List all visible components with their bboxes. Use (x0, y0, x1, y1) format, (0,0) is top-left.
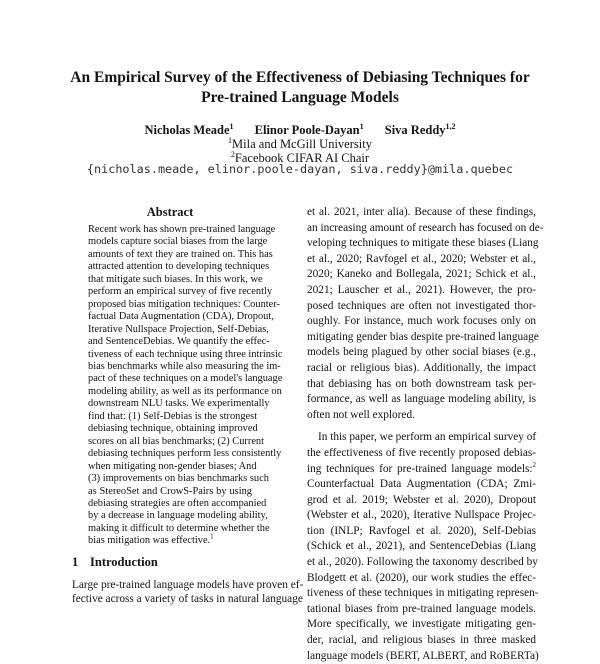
section-heading-introduction (72, 555, 292, 570)
rcol-line: (Schick et al., 2021), and SentenceDebias (Liang (307, 540, 536, 553)
rcol-line-text: ing techniques for pre-trained language models: (307, 462, 533, 475)
abstract-line: debiasing techniques perform less consistently (88, 448, 282, 460)
rcol-line: models being plagued by other social biases (e.g., (307, 346, 536, 359)
author-name: Elinor Poole-Dayan (254, 123, 360, 138)
author-name: Siva Reddy (384, 123, 446, 138)
abstract-line: attracted attention to developing techniques (88, 261, 270, 273)
rcol-line: formance, as well as language modeling ability, is (307, 393, 536, 406)
rcol-line: In this paper, we perform an empirical survey of (318, 431, 537, 444)
affiliation-text: Mila and McGill University (232, 137, 372, 152)
paragraph-gap (307, 423, 536, 430)
abstract-line: downstream NLU tasks. We experimentally (88, 398, 270, 410)
abstract-line: bias benchmarks while also measuring the im- (88, 360, 281, 372)
author-affil-mark: 1 (229, 122, 234, 131)
author-emails: {nicholas.meade, elinor.poole-dayan, siva.reddy}@mila.quebec (86, 162, 514, 176)
abstract-line: as StereoSet and CrowS-Pairs by using (88, 485, 252, 497)
affiliation-mark: 2 (230, 150, 235, 159)
rcol-line: often not well explored. (307, 408, 415, 421)
abstract-line: debiasing strategies are often accompanied (88, 497, 267, 509)
abstract-line: perform an empirical survey of five recently (88, 286, 273, 298)
rcol-line: et al., 2020; Ravfogel et al., 2020; Webster et al., (307, 252, 536, 265)
paper-title (0, 68, 600, 108)
section-title: Introduction (90, 555, 158, 569)
abstract-line: that mitigate such biases. In this work, we (88, 273, 263, 285)
abstract-line-last (88, 532, 252, 547)
rcol-line: tational biases from pre-trained language models. (307, 602, 536, 615)
intro-line: fective across a variety of tasks in natural language (72, 593, 303, 606)
author-name: Nicholas Meade (144, 123, 230, 138)
abstract-line: find that: (1) Self-Debias is the strongest (88, 410, 258, 422)
rcol-line: et al., 2020). Following the taxonomy described by (307, 556, 538, 569)
rcol-line: the effectiveness of five recently proposed debias- (307, 446, 536, 459)
abstract-line: making it difficult to determine whether the (88, 522, 270, 534)
rcol-line: mitigating gender bias despite pre-trained language (307, 330, 539, 343)
rcol-line: der, racial, and religious biases in three masked (307, 634, 536, 647)
rcol-line: language models (BERT, ALBERT, and RoBERTa) (307, 649, 539, 662)
rcol-line: that debiasing has on both downstream task per- (307, 377, 536, 390)
abstract-line: and SentenceDebias. We quantify the effec- (88, 336, 270, 348)
abstract-line: proposed bias mitigation techniques: Counter- (88, 298, 280, 310)
rcol-line: tiveness of these techniques in mitigating represen- (307, 587, 539, 600)
abstract-line-text: bias mitigation was effective. (88, 535, 211, 547)
abstract-line: factual Data Augmentation (CDA), Dropout, (88, 311, 274, 323)
rcol-line: Counterfactual Data Augmentation (CDA; Zmi- (307, 478, 536, 491)
rcol-line: tion (INLP; Ravfogel et al. 2020), Self-Debias (307, 524, 536, 537)
title-line-1: An Empirical Survey of the Effectiveness of Debiasing Techniques for (70, 69, 530, 86)
abstract-line: when mitigating non-gender biases; And (88, 460, 257, 472)
abstract-line: modeling ability, as well as its performance on (88, 385, 282, 397)
rcol-line: More specifically, we investigate mitigating gen- (307, 618, 536, 631)
abstract-line: pact of these techniques on a model's language (88, 373, 283, 385)
footnote-mark: 2 (532, 460, 536, 469)
rcol-line (307, 462, 536, 478)
introduction-body (72, 578, 304, 607)
rcol-line: posed techniques are often not investigated thor- (307, 299, 536, 312)
abstract-heading: Abstract (146, 205, 194, 219)
rcol-line: Blodgett et al. (2020), our work studies the effec- (307, 571, 536, 584)
author-affil-mark: 1,2 (445, 122, 456, 131)
abstract-line: Recent work has shown pre-trained language (88, 224, 276, 235)
rcol-line: et al. 2021, inter alia). Because of these findings, (307, 206, 536, 218)
rcol-line: oughly. For instance, much work focuses only on (307, 315, 536, 328)
abstract-line: amounts of text they are trained on. This has (88, 248, 273, 260)
rcol-line: 2020; Kaneko and Bollegala, 2021; Schick et al., (307, 268, 536, 281)
title-line-2: Pre-trained Language Models (201, 89, 399, 106)
rcol-line: racial or religious bias). Additionally, the impact (307, 361, 536, 374)
abstract-line: debiasing technique, obtaining improved (88, 423, 258, 435)
abstract-line: Iterative Nullspace Projection, Self-Debias, (88, 323, 269, 335)
section-number: 1 (72, 555, 79, 569)
rcol-line: veloping techniques to mitigate these biases (Liang (307, 237, 539, 250)
right-column-body (307, 205, 544, 664)
abstract-line: tiveness of each technique using three intrinsic (88, 348, 283, 360)
rcol-line: (Webster et al., 2020), Iterative Nullspace Projec- (307, 509, 536, 522)
rcol-line: grod et al. 2019; Webster et al. 2020), Dropout (307, 493, 536, 506)
abstract-line: by a decrease in language modeling ability, (88, 510, 268, 522)
affiliation-mark: 1 (228, 136, 233, 145)
abstract-line: scores on all bias benchmarks; (2) Current (88, 435, 265, 447)
abstract-line: models capture social biases from the large (88, 236, 268, 248)
author-affil-mark: 1 (359, 122, 364, 131)
intro-line: Large pre-trained language models have proven ef- (72, 579, 304, 591)
affiliation-text: Facebook CIFAR AI Chair (234, 151, 370, 166)
footnote-mark: 1 (210, 532, 214, 541)
abstract-body (88, 224, 283, 548)
rcol-line: 2021; Lauscher et al., 2021). However, the pro- (307, 283, 536, 296)
rcol-line: an increasing amount of research has focused on de- (307, 221, 544, 234)
abstract-line: (3) improvements on bias benchmarks such (88, 473, 269, 485)
